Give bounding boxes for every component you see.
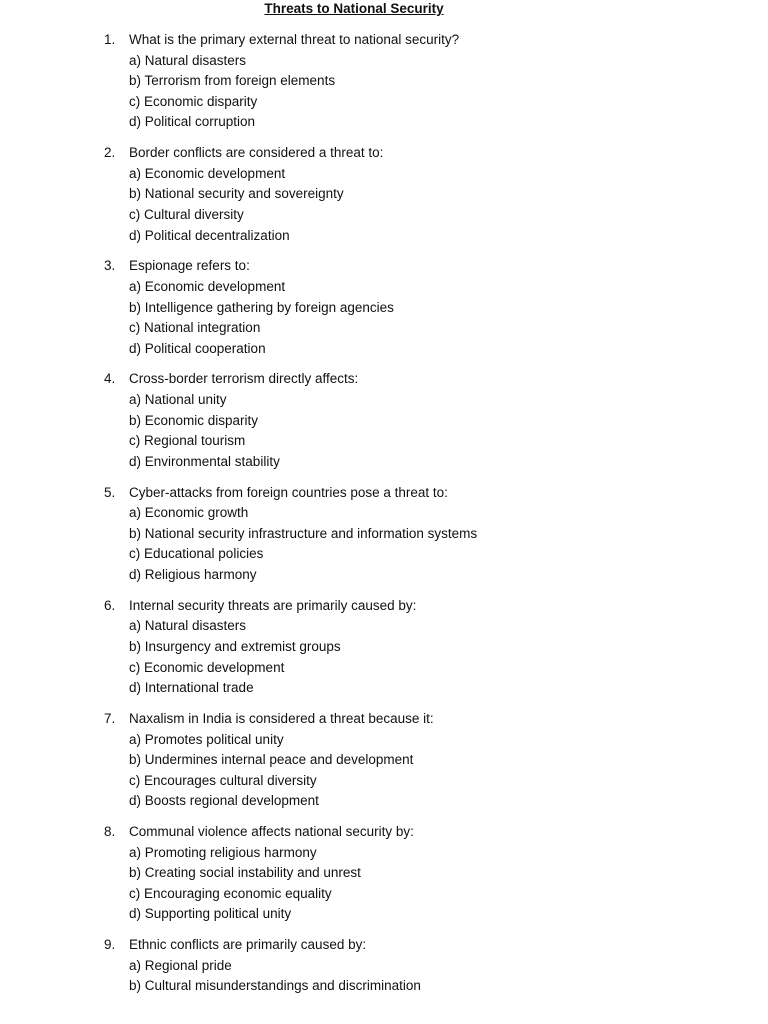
answer-option: d) Political decentralization (129, 227, 290, 243)
answer-option: c) Economic disparity (129, 93, 258, 109)
document-title: Threats to National Security (264, 1, 444, 16)
answer-option: b) Cultural misunderstandings and discrimination (129, 978, 421, 994)
answer-option: b) Insurgency and extremist groups (129, 638, 341, 654)
question-text: Ethnic conflicts are primarily caused by: (129, 937, 367, 953)
question-item (0, 596, 768, 699)
answer-option: a) Economic development (129, 278, 286, 294)
answer-option: a) Natural disasters (129, 52, 247, 68)
question-text: Cyber-attacks from foreign countries pose a threat to: (129, 484, 448, 500)
answer-option: a) Economic growth (129, 505, 249, 521)
question-line (0, 596, 768, 617)
answer-option: a) Promoting religious harmony (129, 844, 317, 860)
question-item (0, 143, 768, 246)
question-number: 8. (104, 824, 116, 840)
answer-option: b) Undermines internal peace and development (129, 752, 414, 768)
question-line (0, 483, 768, 504)
answer-option: c) Encouraging economic equality (129, 885, 332, 901)
question-line (0, 30, 768, 51)
question-list (0, 30, 768, 1007)
question-line (0, 822, 768, 843)
question-number: 2. (104, 145, 116, 161)
question-line (0, 369, 768, 390)
answer-option: c) Regional tourism (129, 433, 246, 449)
question-item (0, 822, 768, 925)
question-text: Communal violence affects national security by: (129, 824, 414, 840)
answer-option: a) Regional pride (129, 957, 232, 973)
answer-option: b) Intelligence gathering by foreign agencies (129, 299, 394, 315)
question-text: Border conflicts are considered a threat to: (129, 145, 384, 161)
answer-option: c) National integration (129, 320, 261, 336)
answer-option: b) Terrorism from foreign elements (129, 73, 336, 89)
question-number: 9. (104, 937, 116, 953)
question-text: Internal security threats are primarily caused by: (129, 597, 417, 613)
answer-option: c) Cultural diversity (129, 206, 244, 222)
answer-option: c) Economic development (129, 659, 285, 675)
question-line (0, 709, 768, 730)
question-number: 4. (104, 371, 116, 387)
answer-option: a) Promotes political unity (129, 731, 284, 747)
question-number: 3. (104, 258, 116, 274)
question-item (0, 709, 768, 812)
answer-option: a) Economic development (129, 165, 286, 181)
question-text: Cross-border terrorism directly affects: (129, 371, 359, 387)
answer-option: c) Encourages cultural diversity (129, 772, 317, 788)
question-item (0, 30, 768, 133)
question-line (0, 256, 768, 277)
question-text: Naxalism in India is considered a threat because it: (129, 710, 434, 726)
answer-option: d) Boosts regional development (129, 793, 319, 809)
question-line (0, 935, 768, 956)
question-text: Espionage refers to: (129, 258, 250, 274)
answer-option: d) Political cooperation (129, 340, 266, 356)
answer-option: b) National security and sovereignty (129, 186, 344, 202)
answer-option: d) Supporting political unity (129, 906, 292, 922)
answer-option: d) Political corruption (129, 114, 256, 130)
question-item (0, 369, 768, 472)
answer-option: b) Creating social instability and unrest (129, 865, 361, 881)
question-number: 6. (104, 597, 116, 613)
answer-option: d) International trade (129, 680, 254, 696)
answer-option: a) National unity (129, 392, 227, 408)
question-item (0, 256, 768, 359)
question-item (0, 483, 768, 586)
answer-option: d) Religious harmony (129, 567, 257, 582)
answer-option: d) Environmental stability (129, 453, 280, 469)
question-line (0, 143, 768, 164)
answer-option: c) Educational policies (129, 546, 264, 562)
question-text: What is the primary external threat to national security? (129, 32, 460, 47)
question-number: 1. (104, 32, 116, 47)
answer-option: a) Natural disasters (129, 618, 247, 634)
question-number: 7. (104, 710, 116, 726)
question-item (0, 935, 768, 997)
answer-option: b) National security infrastructure and information systems (129, 525, 478, 541)
question-number: 5. (104, 484, 116, 500)
answer-option: b) Economic disparity (129, 412, 259, 428)
